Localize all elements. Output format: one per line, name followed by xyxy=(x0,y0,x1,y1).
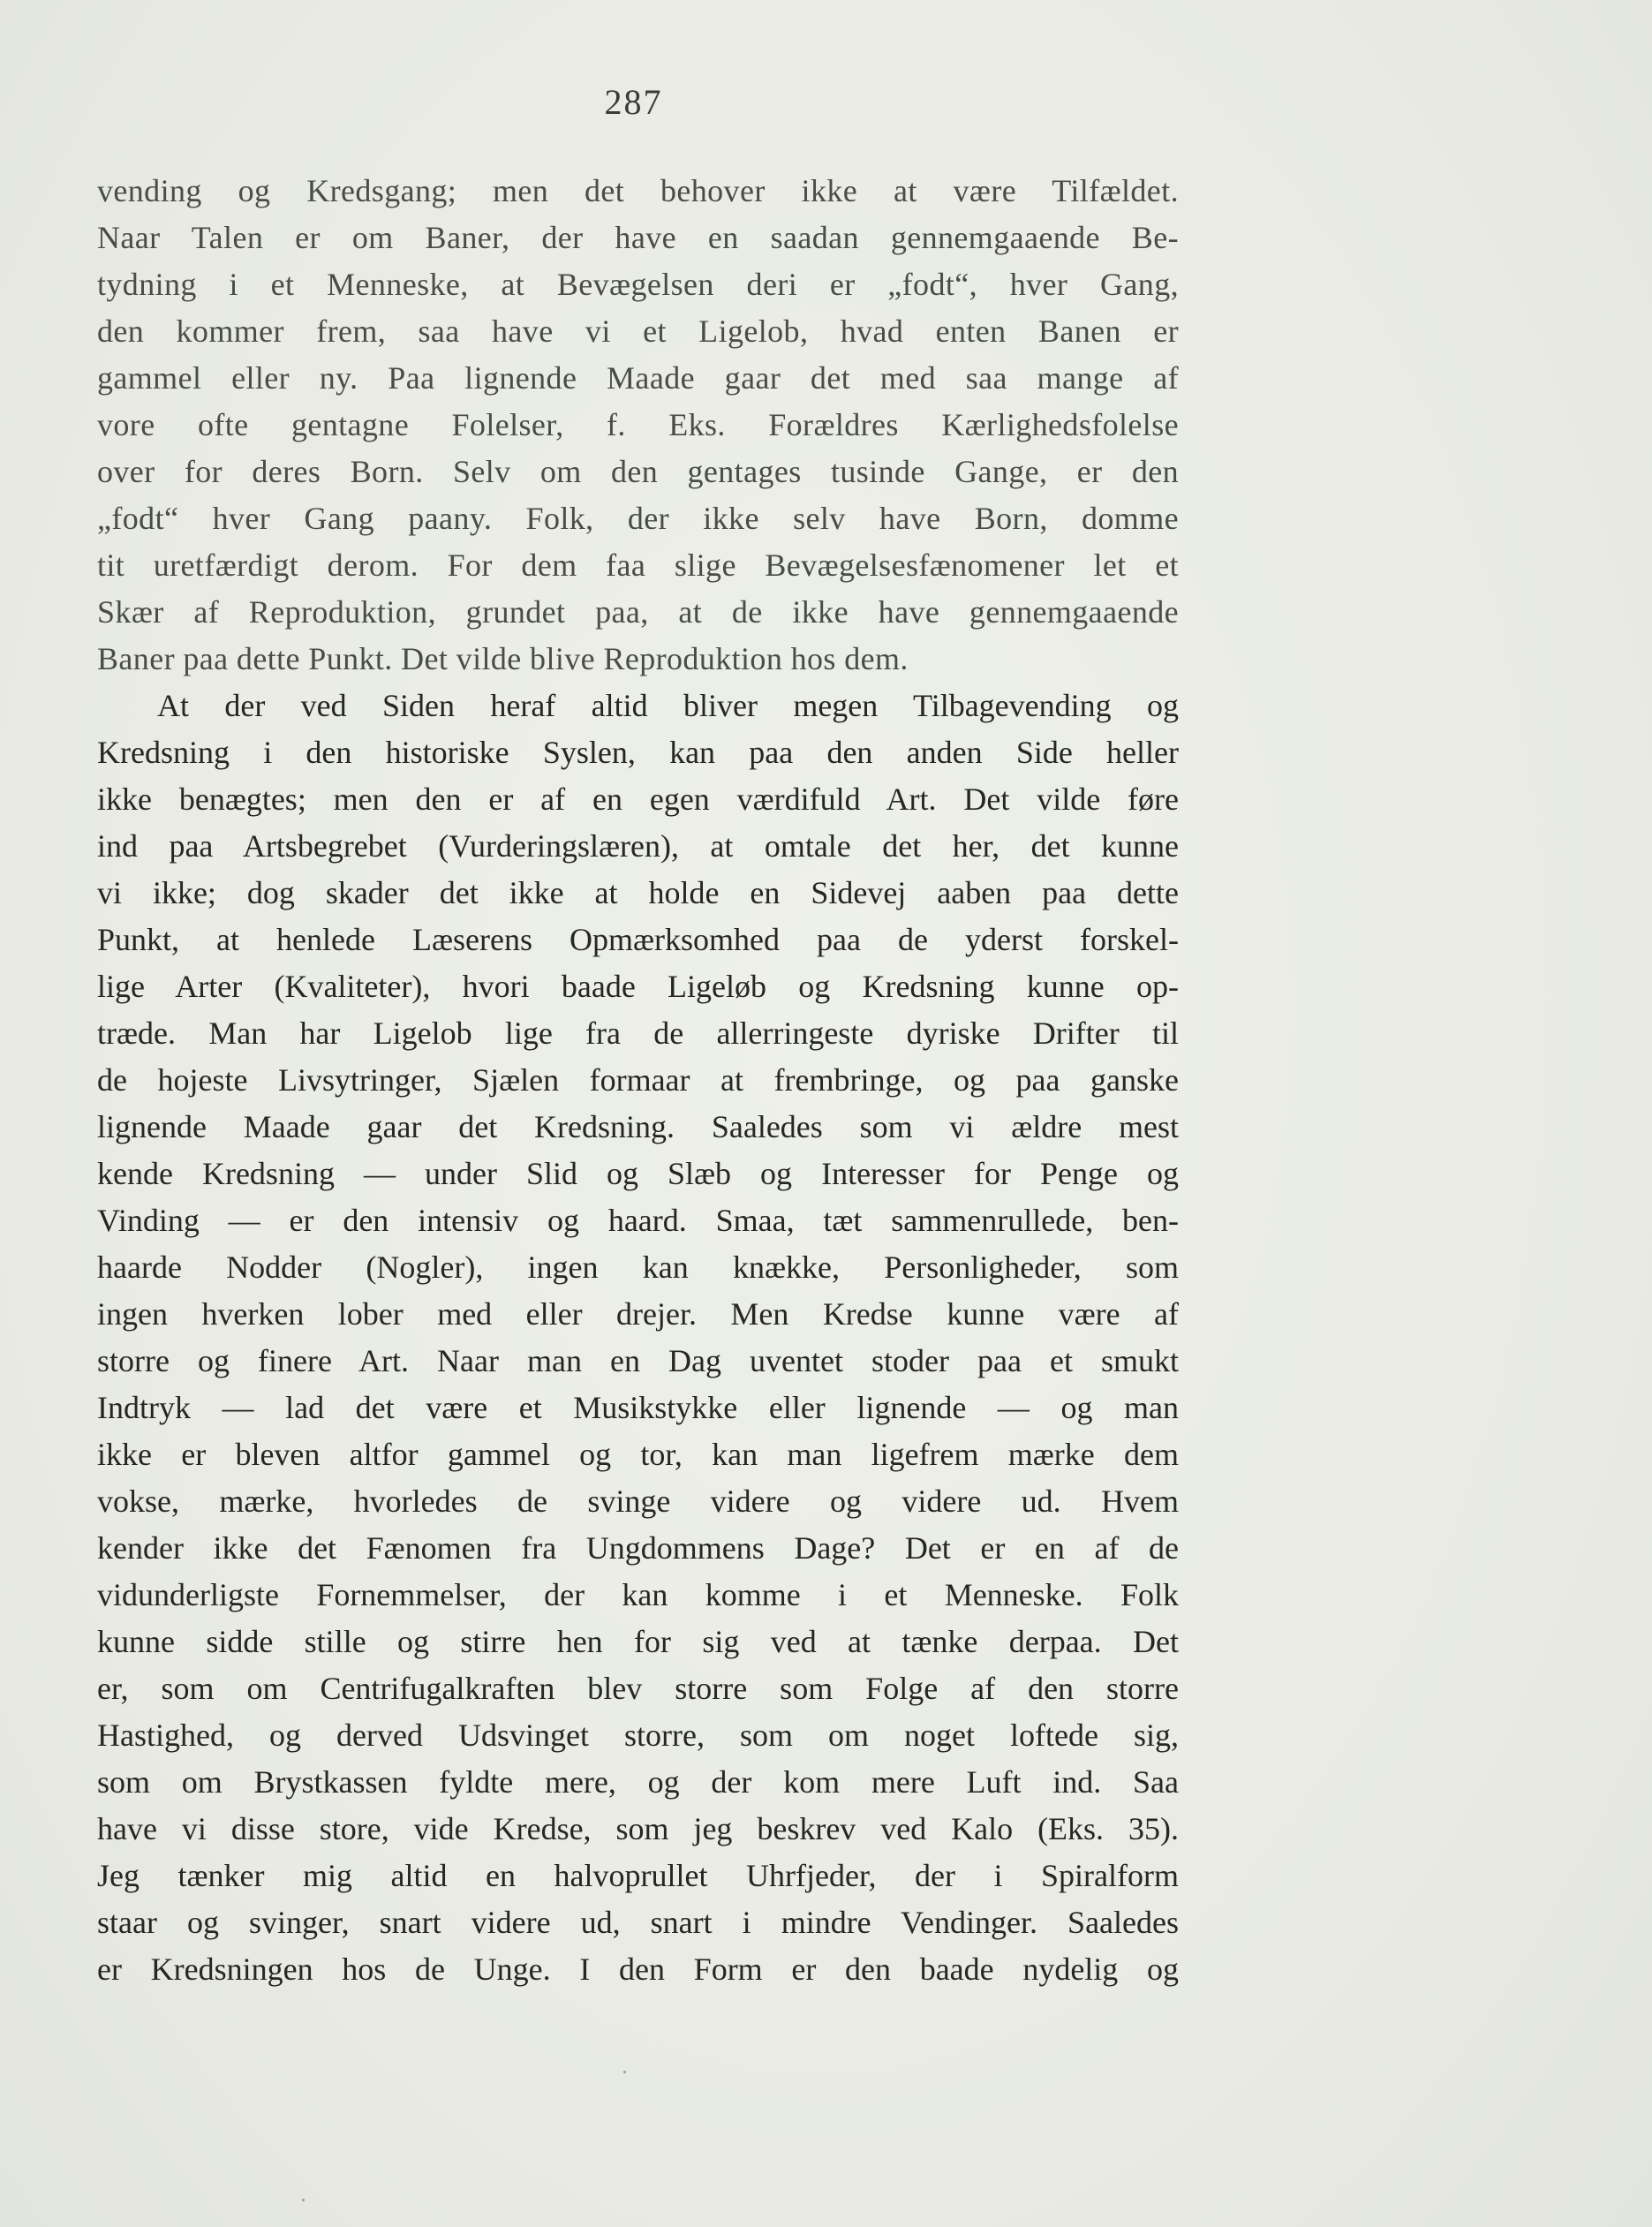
text-line: er, som om Centrifugalkraften blev storre som Folge af den storre xyxy=(97,1671,1179,1706)
text-line: At der ved Siden heraf altid bliver megen Tilbagevending og xyxy=(157,688,1179,723)
text-line: Indtryk — lad det være et Musikstykke eller lignende — og man xyxy=(97,1390,1179,1425)
text-line: ikke benægtes; men den er af en egen værdifuld Art. Det vilde føre xyxy=(97,781,1179,817)
text-line: ind paa Artsbegrebet (Vurderingslæren), at omtale det her, det kunne xyxy=(97,828,1179,864)
text-line: „fodt“ hver Gang paany. Folk, der ikke selv have Born, domme xyxy=(97,501,1179,536)
text-line: vi ikke; dog skader det ikke at holde en Sidevej aaben paa dette xyxy=(97,875,1179,910)
text-line: som om Brystkassen fyldte mere, og der kom mere Luft ind. Saa xyxy=(97,1764,1179,1800)
paragraph-2 xyxy=(97,683,1179,1993)
text-line: vidunderligste Fornemmelser, der kan komme i et Menneske. Folk xyxy=(97,1577,1179,1612)
text-line: Kredsning i den historiske Syslen, kan paa den anden Side heller xyxy=(97,735,1179,770)
text-line: vokse, mærke, hvorledes de svinge videre og videre ud. Hvem xyxy=(97,1483,1179,1519)
text-line: Hastighed, og derved Udsvinget storre, som om noget loftede sig, xyxy=(97,1717,1179,1753)
text-line: ingen hverken lober med eller drejer. Men Kredse kunne være af xyxy=(97,1296,1179,1332)
text-line: den kommer frem, saa have vi et Ligelob, hvad enten Banen er xyxy=(97,313,1179,349)
text-line: lige Arter (Kvaliteter), hvori baade Ligeløb og Kredsning kunne op- xyxy=(97,969,1179,1004)
text-line: Punkt, at henlede Læserens Opmærksomhed paa de yderst forskel- xyxy=(97,922,1179,957)
text-line: Vinding — er den intensiv og haard. Smaa, tæt sammenrullede, ben- xyxy=(97,1203,1179,1238)
text-line: staar og svinger, snart videre ud, snart i mindre Vendinger. Saaledes xyxy=(97,1905,1179,1940)
text-line: lignende Maade gaar det Kredsning. Saaledes som vi ældre mest xyxy=(97,1109,1179,1144)
text-line: tit uretfærdigt derom. For dem faa slige Bevægelsesfænomener let et xyxy=(97,547,1179,583)
text-line: kunne sidde stille og stirre hen for sig ved at tænke derpaa. Det xyxy=(97,1624,1179,1659)
text-line: Jeg tænker mig altid en halvoprullet Uhrfjeder, der i Spiralform xyxy=(97,1858,1179,1893)
scan-speck xyxy=(302,2199,305,2201)
paragraph-1 xyxy=(97,168,1179,683)
text-line: Naar Talen er om Baner, der have en saadan gennemgaaende Be- xyxy=(97,220,1179,255)
text-line: storre og finere Art. Naar man en Dag uventet stoder paa et smukt xyxy=(97,1343,1179,1378)
text-line: over for deres Born. Selv om den gentages tusinde Gange, er den xyxy=(97,454,1179,489)
text-line: ikke er bleven altfor gammel og tor, kan man ligefrem mærke dem xyxy=(97,1437,1179,1472)
text-line: Baner paa dette Punkt. Det vilde blive Reproduktion hos dem. xyxy=(97,641,909,676)
text-line: Skær af Reproduktion, grundet paa, at de ikke have gennemgaaende xyxy=(97,594,1179,630)
text-line: træde. Man har Ligelob lige fra de allerringeste dyriske Drifter til xyxy=(97,1015,1179,1051)
text-line: vending og Kredsgang; men det behover ikke at være Tilfældet. xyxy=(97,173,1179,208)
body-text xyxy=(97,168,1179,1993)
text-line: gammel eller ny. Paa lignende Maade gaar det med saa mange af xyxy=(97,360,1179,396)
text-line: vore ofte gentagne Folelser, f. Eks. Forældres Kærlighedsfolelse xyxy=(97,407,1179,442)
page-number: 287 xyxy=(604,82,663,122)
text-line: tydning i et Menneske, at Bevægelsen deri er „fodt“, hver Gang, xyxy=(97,267,1179,302)
scan-speck xyxy=(623,2071,626,2073)
text-line: have vi disse store, vide Kredse, som jeg beskrev ved Kalo (Eks. 35). xyxy=(97,1811,1179,1846)
text-line: kende Kredsning — under Slid og Slæb og Interesser for Penge og xyxy=(97,1156,1179,1191)
text-line: kender ikke det Fænomen fra Ungdommens Dage? Det er en af de xyxy=(97,1530,1179,1566)
text-line: de hojeste Livsytringer, Sjælen formaar at frembringe, og paa ganske xyxy=(97,1062,1179,1098)
text-line: haarde Nodder (Nogler), ingen kan knække, Personligheder, som xyxy=(97,1249,1179,1285)
text-line: er Kredsningen hos de Unge. I den Form er den baade nydelig og xyxy=(97,1951,1179,1987)
